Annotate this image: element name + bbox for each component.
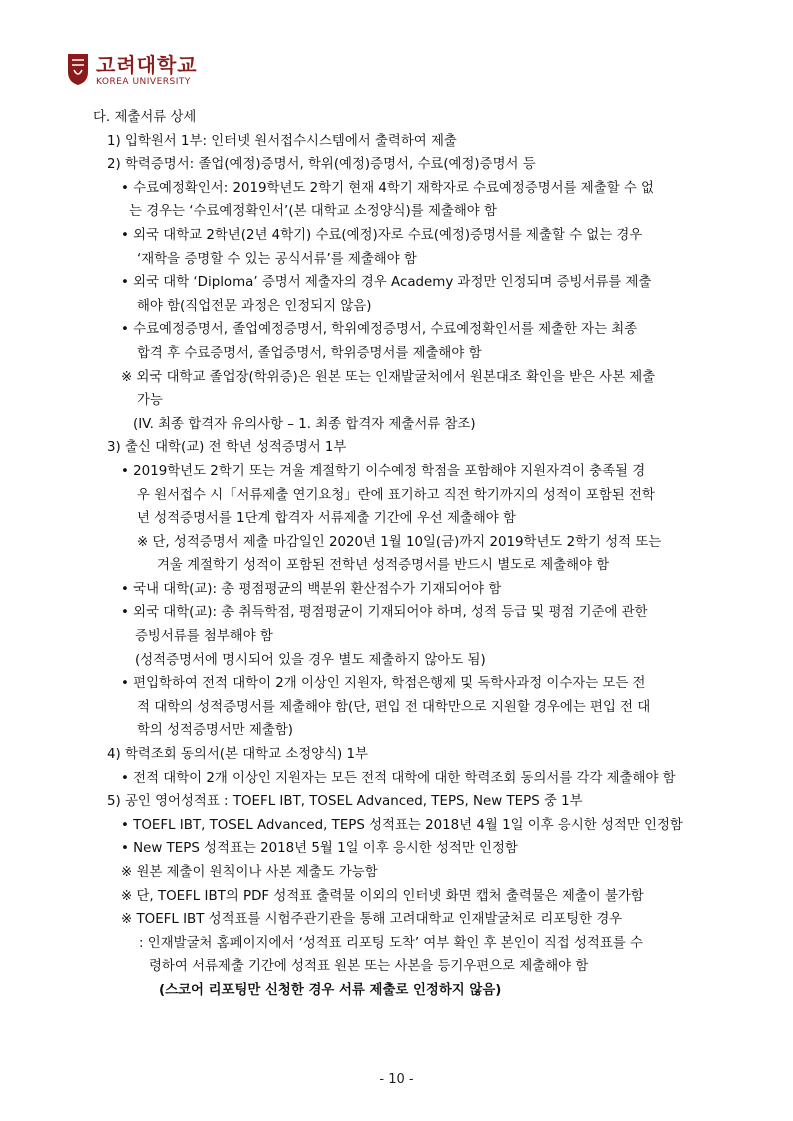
- document-line: 합격 후 수료증명서, 졸업증명서, 학위증명서를 제출해야 함: [137, 345, 482, 361]
- document-line: ※ 외국 대학교 졸업장(학위증)은 원본 또는 인재발굴처에서 원본대조 확인을 받은 사본 제출: [121, 369, 656, 385]
- document-line: • 외국 대학 ‘Diploma’ 증명서 제출자의 경우 Academy 과정만 인정되며 증빙서류를 제출: [121, 275, 652, 291]
- document-line: 해야 함(직업전문 과정은 인정되지 않음): [137, 298, 372, 314]
- document-line: ※ TOEFL IBT 성적표를 시험주관기관을 통해 고려대학교 인재발굴처로 리포팅한 경우: [121, 912, 623, 928]
- document-line: 년 성적증명서를 1단계 합격자 서류제출 기간에 우선 제출해야 함: [137, 511, 516, 527]
- document-line: 1) 입학원서 1부: 인터넷 원서접수시스템에서 출력하여 제출: [107, 133, 457, 149]
- document-line: 2) 학력증명서: 졸업(예정)증명서, 학위(예정)증명서, 수료(예정)증명서 등: [107, 157, 536, 173]
- document-body: [93, 106, 733, 1003]
- logo-english-name: KOREA UNIVERSITY: [96, 77, 191, 87]
- document-line: 증빙서류를 첨부해야 함: [135, 629, 273, 645]
- document-line: • New TEPS 성적표는 2018년 5월 1일 이후 응시한 성적만 인정함: [121, 841, 518, 857]
- document-line: 4) 학력조회 동의서(본 대학교 소정양식) 1부: [107, 747, 368, 763]
- page-header: [66, 50, 306, 90]
- document-line: 학의 성적증명서만 제출함): [137, 723, 294, 739]
- document-line: • TOEFL IBT, TOSEL Advanced, TEPS 성적표는 2018년 4월 1일 이후 응시한 성적만 인정함: [121, 817, 683, 833]
- document-line: (성적증명서에 명시되어 있을 경우 별도 제출하지 않아도 됨): [135, 652, 486, 668]
- document-line: 다. 제출서류 상세: [93, 110, 197, 125]
- document-line: 가능: [137, 393, 163, 409]
- document-line: • 수료예정확인서: 2019학년도 2학기 현재 4학기 재학자로 수료예정증명서를 제출할 수 없: [121, 180, 654, 196]
- university-crest-icon: [66, 52, 90, 86]
- document-line: (스코어 리포팅만 신청한 경우 서류 제출로 인정하지 않음): [159, 982, 502, 998]
- document-line: (IV. 최종 합격자 유의사항 – 1. 최종 합격자 제출서류 참조): [133, 416, 476, 432]
- logo-korean-name: 고려대학교: [96, 53, 198, 77]
- document-line: • 2019학년도 2학기 또는 겨울 계절학기 이수예정 학점을 포함해야 지원자격이 충족될 경: [121, 463, 646, 479]
- document-line: ‘재학을 증명할 수 있는 공식서류’를 제출해야 함: [137, 251, 417, 267]
- document-line: 3) 출신 대학(교) 전 학년 성적증명서 1부: [107, 440, 347, 456]
- document-line: 적 대학의 성적증명서를 제출해야 함(단, 편입 전 대학만으로 지원할 경우에는 편입 전 대: [137, 699, 651, 715]
- document-line: 겨울 계절학기 성적이 포함된 전학년 성적증명서를 반드시 별도로 제출해야 함: [157, 558, 610, 574]
- document-line: 5) 공인 영어성적표 : TOEFL IBT, TOSEL Advanced, TEPS, New TEPS 중 1부: [107, 794, 583, 810]
- document-line: : 인재발굴처 홈페이지에서 ‘성적표 리포팅 도착’ 여부 확인 후 본인이 직접 성적표를 수: [139, 935, 643, 951]
- document-line: 령하여 서류제출 기간에 성적표 원본 또는 사본을 등기우편으로 제출해야 함: [149, 959, 589, 975]
- document-line: ※ 단, TOEFL IBT의 PDF 성적표 출력물 이외의 인터넷 화면 캡처 출력물은 제출이 불가함: [121, 888, 644, 904]
- document-line: • 외국 대학(교): 총 취득학점, 평점평균이 기재되어야 하며, 성적 등급 및 평점 기준에 관한: [121, 605, 648, 621]
- document-line: • 전적 대학이 2개 이상인 지원자는 모든 전적 대학에 대한 학력조회 동의서를 각각 제출해야 함: [121, 770, 676, 786]
- document-line: ※ 원본 제출이 원칙이나 사본 제출도 가능함: [121, 865, 378, 880]
- document-line: ※ 단, 성적증명서 제출 마감일인 2020년 1월 10일(금)까지 2019학년도 2학기 성적 또는: [137, 534, 662, 550]
- document-line: 는 경우는 ‘수료예정확인서’(본 대학교 소정양식)를 제출해야 함: [129, 204, 497, 220]
- document-line: • 국내 대학(교): 총 평점평균의 백분위 환산점수가 기재되어야 함: [121, 581, 502, 597]
- document-line: • 수료예정증명서, 졸업예정증명서, 학위예정증명서, 수료예정확인서를 제출한 자는 최종: [121, 322, 638, 338]
- page-number: - 10 -: [379, 1072, 414, 1087]
- document-line: 우 원서접수 시「서류제출 연기요청」란에 표기하고 직전 학기까지의 성적이 포함된 전학: [137, 487, 655, 503]
- document-line: • 외국 대학교 2학년(2년 4학기) 수료(예정)자로 수료(예정)증명서를 제출할 수 없는 경우: [121, 227, 643, 243]
- document-line: • 편입학하여 전적 대학이 2개 이상인 지원자, 학점은행제 및 독학사과정 이수자는 모든 전: [121, 676, 646, 692]
